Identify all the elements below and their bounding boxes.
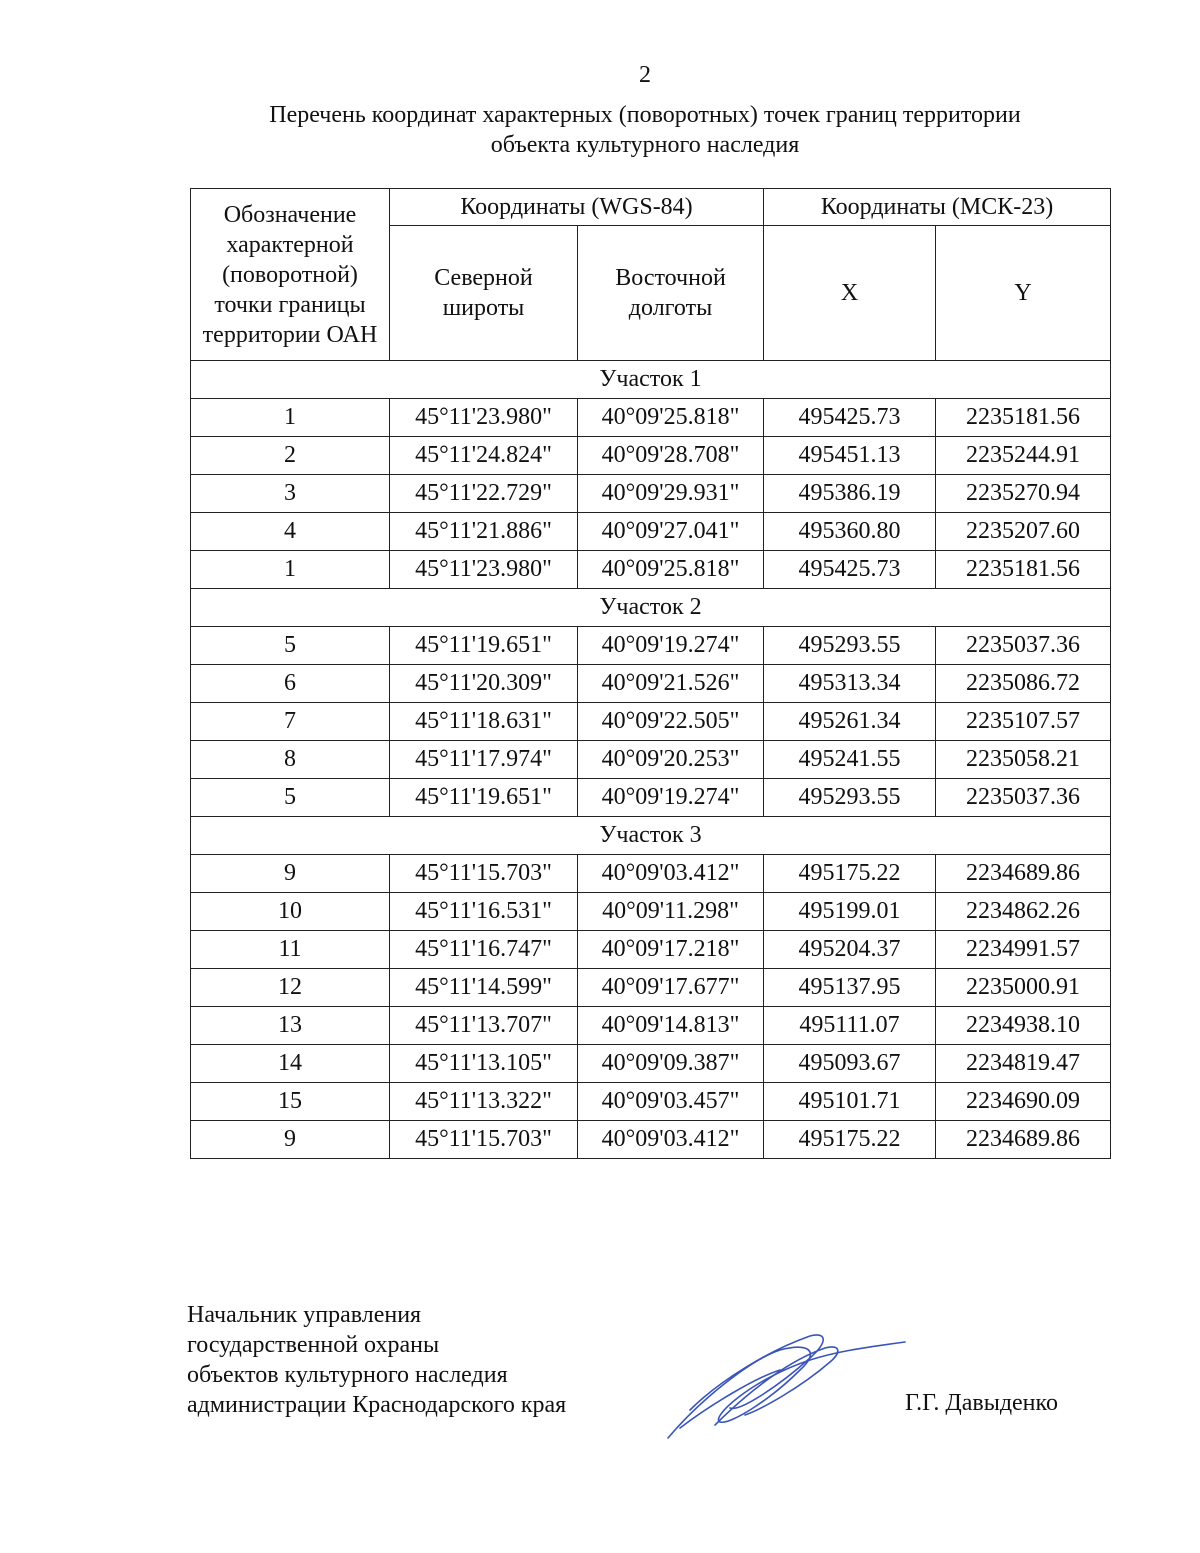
- table-row: [191, 475, 1111, 513]
- header-y: Y: [936, 226, 1111, 361]
- table-row: [191, 513, 1111, 551]
- latitude-cell: 45°11'14.599": [390, 969, 578, 1007]
- y-coordinate-cell: 2235244.91: [936, 437, 1111, 475]
- coordinates-table: [190, 188, 1111, 1159]
- position-line: государственной охраны: [187, 1332, 440, 1358]
- title-line-1: Перечень координат характерных (поворотных) точек границ территории: [269, 102, 1021, 128]
- table-row: [191, 779, 1111, 817]
- longitude-cell: 40°09'03.412": [578, 1121, 764, 1159]
- signature-strokes: [668, 1335, 905, 1438]
- point-cell: 10: [191, 893, 390, 931]
- latitude-cell: 45°11'19.651": [390, 779, 578, 817]
- longitude-cell: 40°09'14.813": [578, 1007, 764, 1045]
- x-coordinate-cell: 495425.73: [764, 399, 936, 437]
- x-coordinate-cell: 495313.34: [764, 665, 936, 703]
- table-body: [191, 361, 1111, 1159]
- x-coordinate-cell: 495360.80: [764, 513, 936, 551]
- section-title: Участок 1: [191, 361, 1111, 399]
- y-coordinate-cell: 2235107.57: [936, 703, 1111, 741]
- x-coordinate-cell: 495451.13: [764, 437, 936, 475]
- y-coordinate-cell: 2234689.86: [936, 1121, 1111, 1159]
- header-point-designation: Обозначение характерной (поворотной) точки границы территории ОАН: [191, 189, 390, 361]
- section-row: [191, 589, 1111, 627]
- table-row: [191, 665, 1111, 703]
- title-line-2: объекта культурного наследия: [490, 132, 800, 158]
- point-cell: 15: [191, 1083, 390, 1121]
- y-coordinate-cell: 2235000.91: [936, 969, 1111, 1007]
- x-coordinate-cell: 495175.22: [764, 855, 936, 893]
- point-cell: 7: [191, 703, 390, 741]
- longitude-cell: 40°09'19.274": [578, 779, 764, 817]
- header-msk23: Координаты (МСК-23): [764, 189, 1111, 226]
- x-coordinate-cell: 495293.55: [764, 779, 936, 817]
- point-cell: 6: [191, 665, 390, 703]
- latitude-cell: 45°11'24.824": [390, 437, 578, 475]
- y-coordinate-cell: 2234991.57: [936, 931, 1111, 969]
- signatory-position: [187, 1300, 566, 1420]
- latitude-cell: 45°11'23.980": [390, 551, 578, 589]
- y-coordinate-cell: 2235037.36: [936, 779, 1111, 817]
- x-coordinate-cell: 495386.19: [764, 475, 936, 513]
- point-cell: 13: [191, 1007, 390, 1045]
- x-coordinate-cell: 495261.34: [764, 703, 936, 741]
- signatory-name: Г.Г. Давыденко: [905, 1390, 1058, 1416]
- latitude-cell: 45°11'22.729": [390, 475, 578, 513]
- y-coordinate-cell: 2235207.60: [936, 513, 1111, 551]
- x-coordinate-cell: 495101.71: [764, 1083, 936, 1121]
- longitude-cell: 40°09'21.526": [578, 665, 764, 703]
- latitude-cell: 45°11'13.707": [390, 1007, 578, 1045]
- header-north-latitude: Северной широты: [390, 226, 578, 361]
- longitude-cell: 40°09'03.412": [578, 855, 764, 893]
- latitude-cell: 45°11'23.980": [390, 399, 578, 437]
- table-row: [191, 741, 1111, 779]
- handwritten-signature: [660, 1330, 910, 1445]
- x-coordinate-cell: 495137.95: [764, 969, 936, 1007]
- point-cell: 1: [191, 399, 390, 437]
- latitude-cell: 45°11'15.703": [390, 855, 578, 893]
- latitude-cell: 45°11'13.322": [390, 1083, 578, 1121]
- point-cell: 12: [191, 969, 390, 1007]
- table-row: [191, 931, 1111, 969]
- table-row: [191, 627, 1111, 665]
- latitude-cell: 45°11'18.631": [390, 703, 578, 741]
- header-wgs84: Координаты (WGS-84): [390, 189, 764, 226]
- header-east-longitude: Восточной долготы: [578, 226, 764, 361]
- y-coordinate-cell: 2234689.86: [936, 855, 1111, 893]
- section-title: Участок 2: [191, 589, 1111, 627]
- position-line: объектов культурного наследия: [187, 1362, 508, 1388]
- latitude-cell: 45°11'20.309": [390, 665, 578, 703]
- point-cell: 5: [191, 779, 390, 817]
- point-cell: 11: [191, 931, 390, 969]
- longitude-cell: 40°09'09.387": [578, 1045, 764, 1083]
- longitude-cell: 40°09'25.818": [578, 399, 764, 437]
- table-row: [191, 855, 1111, 893]
- position-line: Начальник управления: [187, 1302, 422, 1328]
- table-row: [191, 399, 1111, 437]
- longitude-cell: 40°09'19.274": [578, 627, 764, 665]
- longitude-cell: 40°09'25.818": [578, 551, 764, 589]
- table-row: [191, 1007, 1111, 1045]
- longitude-cell: 40°09'03.457": [578, 1083, 764, 1121]
- point-cell: 9: [191, 855, 390, 893]
- table-row: [191, 1121, 1111, 1159]
- point-cell: 1: [191, 551, 390, 589]
- x-coordinate-cell: 495175.22: [764, 1121, 936, 1159]
- x-coordinate-cell: 495111.07: [764, 1007, 936, 1045]
- latitude-cell: 45°11'16.747": [390, 931, 578, 969]
- point-cell: 14: [191, 1045, 390, 1083]
- y-coordinate-cell: 2234819.47: [936, 1045, 1111, 1083]
- longitude-cell: 40°09'28.708": [578, 437, 764, 475]
- x-coordinate-cell: 495425.73: [764, 551, 936, 589]
- longitude-cell: 40°09'20.253": [578, 741, 764, 779]
- point-cell: 4: [191, 513, 390, 551]
- table-row: [191, 969, 1111, 1007]
- section-row: [191, 361, 1111, 399]
- y-coordinate-cell: 2235037.36: [936, 627, 1111, 665]
- longitude-cell: 40°09'22.505": [578, 703, 764, 741]
- table-row: [191, 893, 1111, 931]
- x-coordinate-cell: 495204.37: [764, 931, 936, 969]
- table-row: [191, 1083, 1111, 1121]
- section-title: Участок 3: [191, 817, 1111, 855]
- table-row: [191, 1045, 1111, 1083]
- table-row: [191, 551, 1111, 589]
- longitude-cell: 40°09'29.931": [578, 475, 764, 513]
- point-cell: 9: [191, 1121, 390, 1159]
- longitude-cell: 40°09'17.677": [578, 969, 764, 1007]
- x-coordinate-cell: 495241.55: [764, 741, 936, 779]
- y-coordinate-cell: 2234862.26: [936, 893, 1111, 931]
- position-line: администрации Краснодарского края: [187, 1392, 567, 1418]
- section-row: [191, 817, 1111, 855]
- latitude-cell: 45°11'19.651": [390, 627, 578, 665]
- document-title: [195, 100, 1095, 160]
- x-coordinate-cell: 495093.67: [764, 1045, 936, 1083]
- table-row: [191, 703, 1111, 741]
- y-coordinate-cell: 2234938.10: [936, 1007, 1111, 1045]
- y-coordinate-cell: 2235086.72: [936, 665, 1111, 703]
- header-x: X: [764, 226, 936, 361]
- point-cell: 8: [191, 741, 390, 779]
- page-number: 2: [639, 62, 651, 88]
- x-coordinate-cell: 495199.01: [764, 893, 936, 931]
- y-coordinate-cell: 2235181.56: [936, 399, 1111, 437]
- point-cell: 3: [191, 475, 390, 513]
- longitude-cell: 40°09'11.298": [578, 893, 764, 931]
- y-coordinate-cell: 2235181.56: [936, 551, 1111, 589]
- y-coordinate-cell: 2235270.94: [936, 475, 1111, 513]
- table-row: [191, 437, 1111, 475]
- y-coordinate-cell: 2234690.09: [936, 1083, 1111, 1121]
- point-cell: 2: [191, 437, 390, 475]
- latitude-cell: 45°11'21.886": [390, 513, 578, 551]
- point-cell: 5: [191, 627, 390, 665]
- latitude-cell: 45°11'15.703": [390, 1121, 578, 1159]
- x-coordinate-cell: 495293.55: [764, 627, 936, 665]
- latitude-cell: 45°11'13.105": [390, 1045, 578, 1083]
- longitude-cell: 40°09'27.041": [578, 513, 764, 551]
- latitude-cell: 45°11'16.531": [390, 893, 578, 931]
- latitude-cell: 45°11'17.974": [390, 741, 578, 779]
- y-coordinate-cell: 2235058.21: [936, 741, 1111, 779]
- longitude-cell: 40°09'17.218": [578, 931, 764, 969]
